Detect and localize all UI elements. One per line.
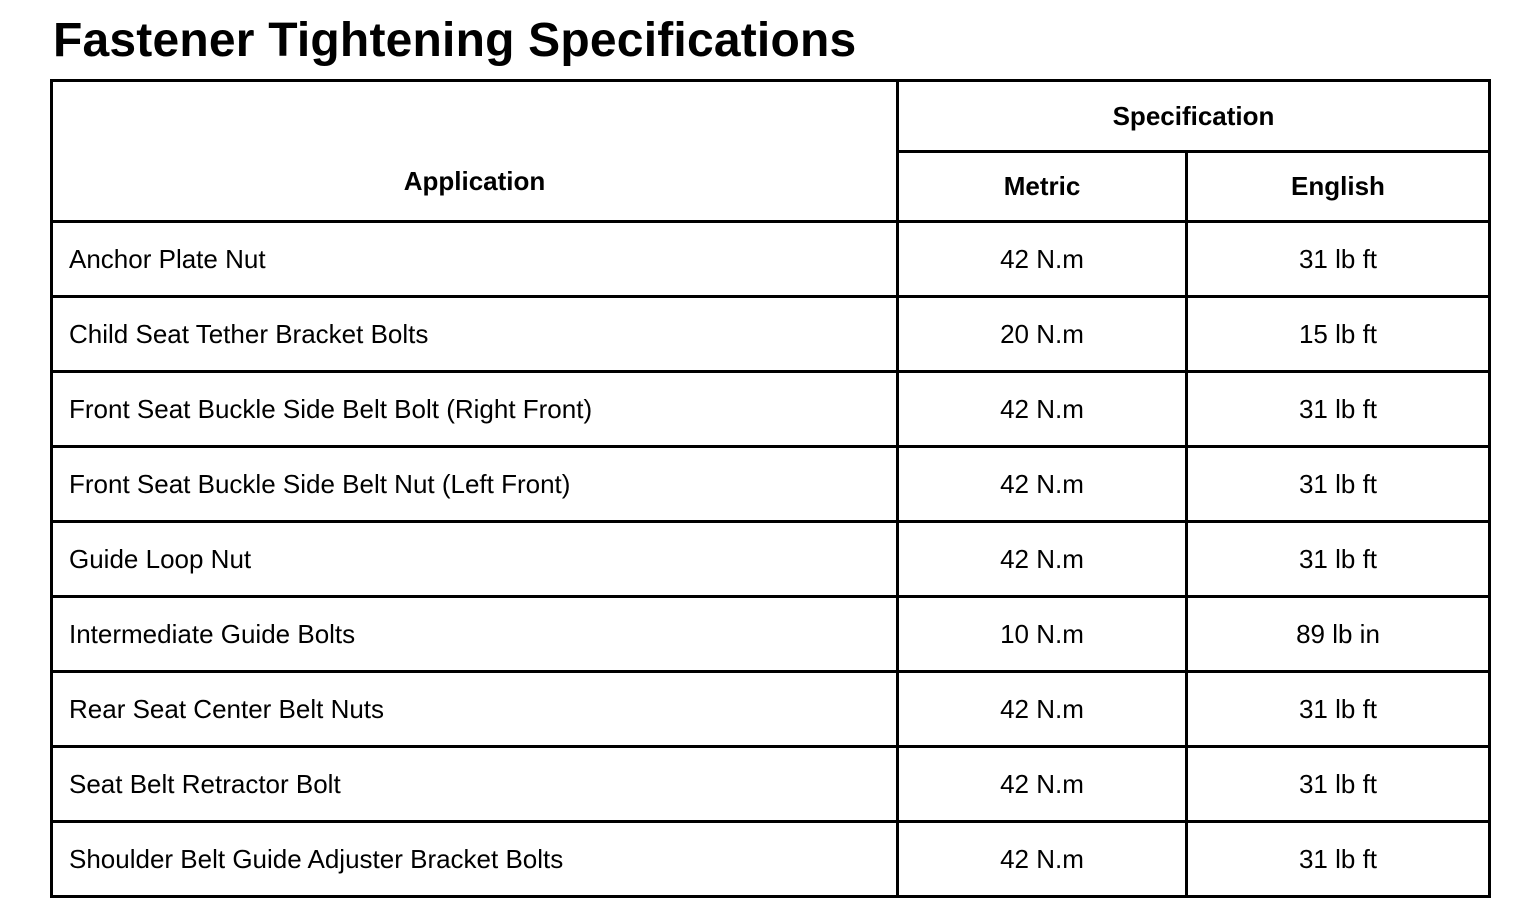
table-row xyxy=(52,222,1490,297)
table-body xyxy=(52,222,1490,897)
table-row xyxy=(52,597,1490,672)
header-metric: Metric xyxy=(898,152,1187,222)
english-cell: 15 lb ft xyxy=(1187,297,1490,372)
metric-cell: 20 N.m xyxy=(898,297,1187,372)
english-cell: 31 lb ft xyxy=(1187,447,1490,522)
header-application: Application xyxy=(52,81,898,222)
application-cell: Front Seat Buckle Side Belt Nut (Left Front) xyxy=(52,447,898,522)
application-cell: Shoulder Belt Guide Adjuster Bracket Bolts xyxy=(52,822,898,897)
table-row xyxy=(52,447,1490,522)
table-row xyxy=(52,747,1490,822)
table-row xyxy=(52,372,1490,447)
table-row xyxy=(52,822,1490,897)
table-header xyxy=(52,81,1490,222)
application-cell: Seat Belt Retractor Bolt xyxy=(52,747,898,822)
metric-cell: 42 N.m xyxy=(898,222,1187,297)
application-cell: Anchor Plate Nut xyxy=(52,222,898,297)
application-cell: Child Seat Tether Bracket Bolts xyxy=(52,297,898,372)
header-english: English xyxy=(1187,152,1490,222)
english-cell: 31 lb ft xyxy=(1187,372,1490,447)
spec-table xyxy=(50,79,1491,898)
header-row xyxy=(52,81,1490,152)
page-title: Fastener Tightening Specifications xyxy=(53,14,857,67)
metric-cell: 10 N.m xyxy=(898,597,1187,672)
application-cell: Front Seat Buckle Side Belt Bolt (Right Front) xyxy=(52,372,898,447)
table-row xyxy=(52,522,1490,597)
metric-cell: 42 N.m xyxy=(898,672,1187,747)
table-row xyxy=(52,297,1490,372)
metric-cell: 42 N.m xyxy=(898,447,1187,522)
metric-cell: 42 N.m xyxy=(898,522,1187,597)
english-cell: 31 lb ft xyxy=(1187,672,1490,747)
metric-cell: 42 N.m xyxy=(898,372,1187,447)
table-row xyxy=(52,672,1490,747)
english-cell: 31 lb ft xyxy=(1187,522,1490,597)
application-cell: Rear Seat Center Belt Nuts xyxy=(52,672,898,747)
english-cell: 31 lb ft xyxy=(1187,222,1490,297)
metric-cell: 42 N.m xyxy=(898,747,1187,822)
english-cell: 89 lb in xyxy=(1187,597,1490,672)
header-specification: Specification xyxy=(898,81,1490,152)
english-cell: 31 lb ft xyxy=(1187,822,1490,897)
english-cell: 31 lb ft xyxy=(1187,747,1490,822)
application-cell: Intermediate Guide Bolts xyxy=(52,597,898,672)
application-cell: Guide Loop Nut xyxy=(52,522,898,597)
metric-cell: 42 N.m xyxy=(898,822,1187,897)
